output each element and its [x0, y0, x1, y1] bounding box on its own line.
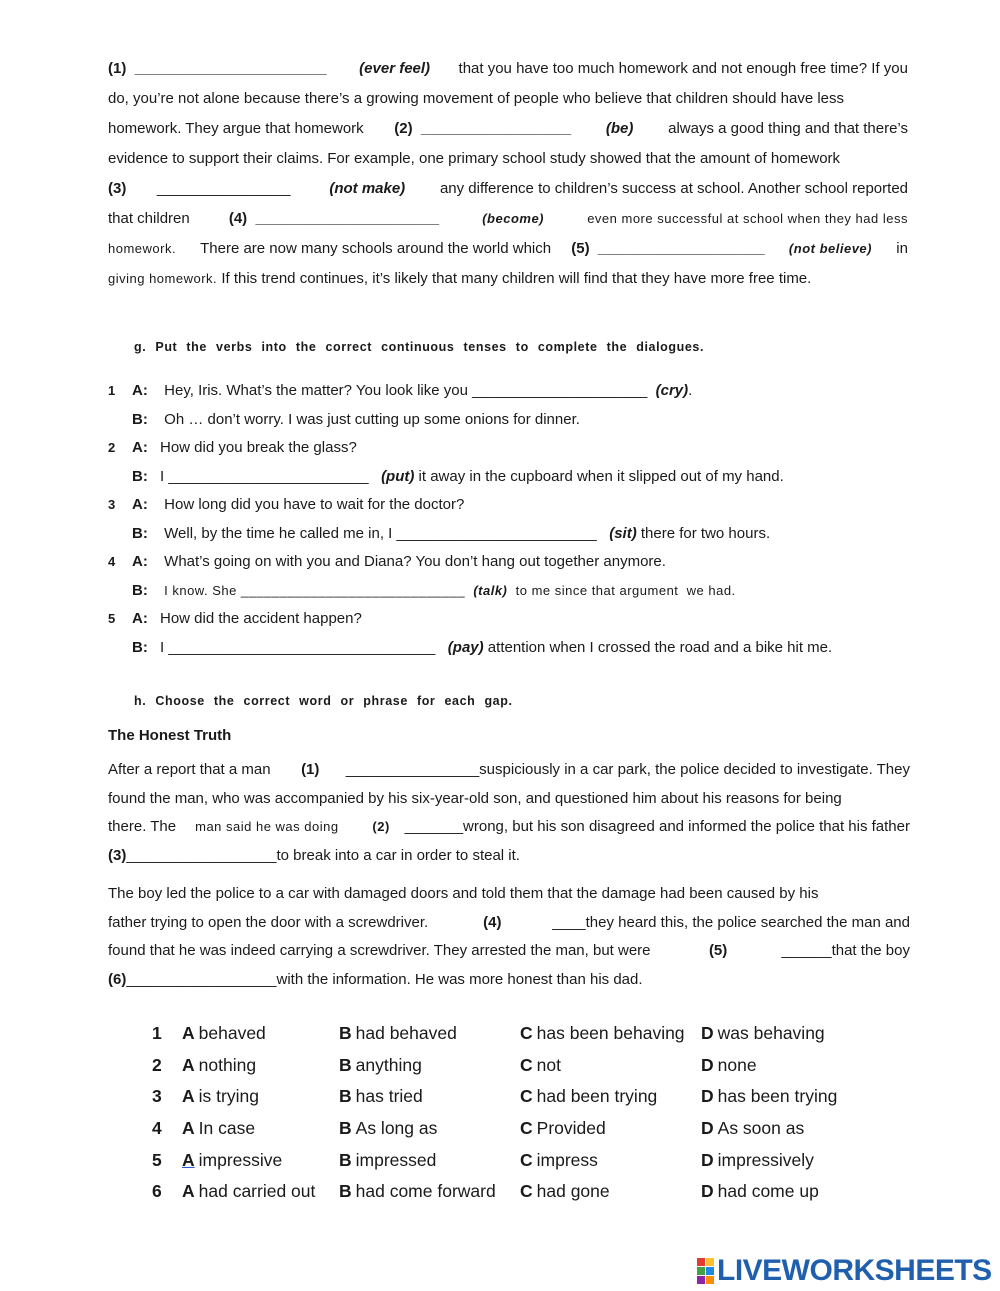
text-segment: (sit): [609, 524, 637, 542]
speaker-label: B:: [132, 524, 148, 542]
passage-line: [108, 757, 910, 786]
speaker-label: B:: [132, 410, 148, 428]
option-text: has been trying: [717, 1086, 838, 1107]
passage-line: [108, 881, 910, 910]
text-segment: evidence to support their claims. For example, one primary school study showed that the amount of homework: [108, 150, 841, 167]
text-segment: Well, by the time he called me in, I ________________________: [160, 524, 610, 542]
dialogue-text: [160, 407, 580, 433]
liveworksheets-logo: [697, 1254, 992, 1288]
option-text: behaved: [198, 1023, 266, 1043]
option-text: had behaved: [355, 1023, 457, 1043]
text-segment: How long did you have to wait for the doctor?: [160, 496, 465, 513]
option-d[interactable]: [701, 1177, 819, 1205]
text-segment: to me since that argument we had.: [507, 582, 736, 598]
option-a[interactable]: [182, 1019, 266, 1047]
option-text: had come forward: [355, 1181, 496, 1202]
text-segment: __________________to break into a car in order to steal it.: [126, 846, 520, 864]
option-letter: B: [339, 1118, 352, 1139]
option-text: anything: [355, 1054, 422, 1075]
section-h-title: h. Choose the correct word or phrase for each gap.: [134, 694, 513, 708]
text-segment: _______wrong, but his son disagreed and informed the police that his father: [404, 818, 910, 835]
text-segment: If this trend continues, it’s likely that many children will find that they have more free time.: [217, 270, 812, 287]
passage-line: [108, 814, 910, 843]
text-segment: What’s going on with you and Diana? You don’t hang out together anymore.: [160, 553, 666, 570]
option-b[interactable]: [339, 1177, 496, 1205]
option-a[interactable]: [182, 1146, 282, 1174]
dialogue-line: [108, 435, 908, 464]
option-letter: B: [339, 1054, 352, 1075]
dialogue-text: [160, 549, 666, 575]
option-b[interactable]: [339, 1019, 457, 1047]
text-segment: ________________suspiciously in a car park, the police decided to investigate. They: [345, 761, 910, 778]
text-segment: Oh … don’t worry. I was just cutting up some onions for dinner.: [160, 410, 580, 428]
option-letter: D: [701, 1086, 714, 1107]
passage-1: [108, 56, 908, 296]
logo-block: [706, 1267, 714, 1275]
option-text: Provided: [536, 1118, 606, 1139]
option-text: is trying: [198, 1086, 259, 1107]
dialogue-text: [160, 492, 464, 518]
option-text: impressively: [717, 1149, 814, 1170]
text-segment: there for two hours.: [636, 524, 771, 542]
option-c[interactable]: [520, 1051, 561, 1079]
option-row: [152, 1082, 872, 1114]
text-segment: __________________with the information. He was more honest than his dad.: [126, 970, 643, 988]
text-segment: (5): [708, 942, 728, 959]
logo-block: [706, 1276, 714, 1284]
option-row: [152, 1114, 872, 1146]
text-segment: found the man, who was accompanied by his six-year-old son, and questioned him about his reasons for being: [108, 789, 842, 807]
option-text: had come up: [717, 1181, 819, 1202]
passage-line: [108, 56, 908, 86]
question-number: 3: [152, 1086, 162, 1107]
logo-block: [697, 1267, 705, 1275]
option-b[interactable]: [339, 1082, 423, 1110]
text-segment: I know. She _____________________________: [160, 582, 474, 598]
question-number: 5: [152, 1149, 162, 1170]
text-segment: (1) _______________________: [108, 60, 327, 77]
text-segment: (put): [381, 467, 415, 485]
speaker-label: A:: [132, 553, 148, 570]
passage-line: [108, 266, 908, 296]
option-letter: C: [520, 1086, 533, 1107]
option-letter: C: [520, 1054, 533, 1075]
question-number: 6: [152, 1181, 162, 1202]
dialogue-text: [160, 464, 784, 490]
option-text: was behaving: [717, 1023, 825, 1043]
dialogue-line: [108, 635, 908, 664]
text-segment: (3): [108, 846, 127, 864]
text-segment: [353, 814, 357, 840]
option-text: impressive: [198, 1149, 283, 1170]
option-a[interactable]: [182, 1082, 259, 1110]
option-text: nothing: [198, 1054, 257, 1075]
text-segment: ________________: [152, 180, 295, 197]
dialogue-text: [160, 606, 362, 632]
option-c[interactable]: [520, 1019, 685, 1047]
text-segment: I ________________________________: [160, 638, 448, 656]
text-segment: (pay): [447, 638, 484, 656]
passage-line: [108, 843, 910, 872]
passage-line: [108, 786, 910, 815]
option-text: In case: [198, 1118, 256, 1139]
passage-line: [108, 236, 908, 266]
text-segment: in: [887, 240, 908, 257]
text-segment: (be): [597, 120, 634, 137]
text-segment: (2): [372, 819, 390, 834]
passage-line: [108, 910, 910, 939]
option-letter: A: [182, 1118, 195, 1139]
question-number: 2: [152, 1054, 162, 1075]
option-text: impress: [536, 1149, 598, 1170]
text-segment: The boy led the police to a car with damaged doors and told them that the damage had been caused by his: [108, 885, 819, 902]
option-text: had gone: [536, 1181, 610, 1202]
text-segment: (1): [301, 761, 320, 778]
text-segment: there. The: [108, 818, 181, 835]
option-letter: C: [520, 1023, 533, 1043]
logo-block: [697, 1276, 705, 1284]
option-letter: C: [520, 1118, 533, 1139]
text-segment: (ever feel): [350, 60, 431, 77]
option-row: [152, 1146, 872, 1178]
option-text: has been behaving: [536, 1023, 685, 1043]
text-segment: homework. They argue that homework: [108, 120, 368, 137]
dialogue-text: [160, 378, 692, 404]
option-c[interactable]: [520, 1146, 598, 1174]
option-b[interactable]: [339, 1051, 422, 1079]
text-segment: that you have too much homework and not enough free time? If you: [454, 60, 908, 77]
dialogue-line: [108, 492, 908, 521]
dialogue-number: 5: [108, 611, 116, 626]
option-c[interactable]: [520, 1114, 606, 1142]
option-letter: A: [182, 1181, 195, 1202]
passage-line: [108, 206, 908, 236]
text-segment: man said he was doing: [195, 819, 339, 834]
dialogue-number: 2: [108, 440, 116, 455]
passage-line: [108, 146, 908, 176]
option-row: [152, 1019, 872, 1051]
option-letter: D: [701, 1023, 714, 1043]
answer-options: [152, 1019, 872, 1209]
option-b[interactable]: [339, 1146, 436, 1174]
text-segment: father trying to open the door with a screwdriver.: [108, 913, 433, 931]
option-d[interactable]: [701, 1114, 804, 1142]
option-letter: A: [182, 1023, 195, 1043]
option-letter: B: [339, 1149, 352, 1170]
text-segment: even more successful at school when they had less: [578, 211, 908, 226]
option-text: not: [536, 1054, 561, 1075]
logo-block: [697, 1258, 705, 1266]
option-d[interactable]: [701, 1146, 814, 1174]
text-segment: (not believe): [780, 241, 872, 256]
logo-text: LIVEWORKSHEETS: [717, 1254, 992, 1287]
option-text: had carried out: [198, 1181, 316, 1202]
option-letter: B: [339, 1086, 352, 1107]
text-segment: (2) __________________: [394, 120, 572, 137]
passage-line: [108, 176, 908, 206]
text-segment: (not make): [321, 180, 406, 197]
text-segment: (talk): [473, 582, 508, 598]
text-segment: homework.: [108, 241, 177, 256]
text-segment: How did the accident happen?: [160, 610, 362, 627]
passage-2-para-2: [108, 881, 910, 995]
dialogue-line: [108, 407, 908, 436]
dialogue-line: [108, 578, 908, 607]
option-text: As soon as: [717, 1118, 805, 1139]
option-text: impressed: [355, 1149, 437, 1170]
dialogue-line: [108, 521, 908, 550]
option-letter: D: [701, 1118, 714, 1139]
option-text: has tried: [355, 1086, 423, 1107]
text-segment: any difference to children’s success at school. Another school reported: [431, 180, 908, 197]
logo-block: [706, 1258, 714, 1266]
option-text: had been trying: [536, 1086, 658, 1107]
speaker-label: A:: [132, 496, 148, 513]
option-row: [152, 1177, 872, 1209]
dialogue-line: [108, 378, 908, 407]
option-letter: B: [339, 1181, 352, 1202]
option-a[interactable]: [182, 1051, 256, 1079]
text-segment: (3): [108, 180, 127, 197]
text-segment: always a good thing and that there’s: [659, 120, 908, 137]
speaker-label: B:: [132, 581, 148, 599]
option-a[interactable]: [182, 1177, 315, 1205]
question-number: 1: [152, 1023, 162, 1043]
dialogue-line: [108, 606, 908, 635]
text-segment: There are now many schools around the world which: [192, 240, 556, 257]
text-segment: that children: [108, 210, 194, 227]
text-segment: found that he was indeed carrying a screwdriver. They arrested the man, but were: [108, 942, 655, 959]
option-text: none: [717, 1054, 757, 1075]
dialogue-number: 3: [108, 497, 116, 512]
dialogue-text: [160, 578, 736, 604]
option-letter: C: [520, 1149, 533, 1170]
passage-line: [108, 86, 908, 116]
option-c[interactable]: [520, 1082, 657, 1110]
text-segment: do, you’re not alone because there’s a growing movement of people who believe that children should have less: [108, 90, 845, 107]
option-letter: C: [520, 1181, 533, 1202]
text-segment: (4): [483, 913, 502, 931]
option-letter: A: [182, 1086, 195, 1107]
speaker-label: B:: [132, 467, 148, 485]
option-b[interactable]: [339, 1114, 437, 1142]
option-d[interactable]: [701, 1082, 837, 1110]
dialogue-number: 4: [108, 554, 116, 569]
option-d[interactable]: [701, 1019, 825, 1047]
passage-line: [108, 938, 910, 967]
text-segment: Hey, Iris. What’s the matter? You look like you _____________________: [160, 382, 656, 399]
text-segment: After a report that a man: [108, 761, 275, 778]
dialogue-number: 1: [108, 383, 116, 398]
text-segment: (become): [474, 211, 545, 226]
passage-2-para-1: [108, 757, 910, 871]
text-segment: (4) ______________________: [228, 210, 440, 227]
section-g-title: g. Put the verbs into the correct continuous tenses to complete the dialogues.: [134, 340, 705, 354]
text-segment: (cry): [655, 382, 689, 399]
text-segment: attention when I crossed the road and a bike hit me.: [483, 638, 833, 656]
text-segment: ____they heard this, the police searched the man and: [552, 913, 910, 931]
dialogues: [108, 378, 908, 663]
option-letter: B: [339, 1023, 352, 1043]
option-letter: A: [182, 1054, 195, 1075]
dialogue-line: [108, 464, 908, 493]
speaker-label: B:: [132, 638, 148, 656]
dialogue-text: [160, 435, 357, 461]
passage-line: [108, 116, 908, 146]
option-d[interactable]: [701, 1051, 757, 1079]
text-segment: (5) ____________________: [571, 240, 765, 257]
option-c[interactable]: [520, 1177, 610, 1205]
option-row: [152, 1051, 872, 1083]
text-segment: (6): [108, 970, 127, 988]
text-segment: giving homework.: [108, 271, 218, 286]
text-segment: I ________________________: [160, 467, 382, 485]
passage-line: [108, 967, 910, 996]
option-letter: D: [701, 1149, 714, 1170]
dialogue-text: [160, 521, 770, 547]
speaker-label: A:: [132, 610, 148, 627]
question-number: 4: [152, 1118, 162, 1139]
text-segment: it away in the cupboard when it slipped out of my hand.: [414, 467, 784, 485]
speaker-label: A:: [132, 382, 148, 399]
option-text: As long as: [355, 1118, 438, 1139]
text-segment: ______that the boy: [781, 942, 910, 959]
logo-icon: [697, 1258, 714, 1284]
option-letter: D: [701, 1054, 714, 1075]
dialogue-text: [160, 635, 832, 661]
speaker-label: A:: [132, 439, 148, 456]
passage-heading: The Honest Truth: [108, 727, 232, 744]
option-a[interactable]: [182, 1114, 255, 1142]
dialogue-line: [108, 549, 908, 578]
option-letter: D: [701, 1181, 714, 1202]
text-segment: How did you break the glass?: [160, 439, 357, 456]
text-segment: .: [688, 382, 693, 399]
option-letter: A: [182, 1149, 195, 1170]
